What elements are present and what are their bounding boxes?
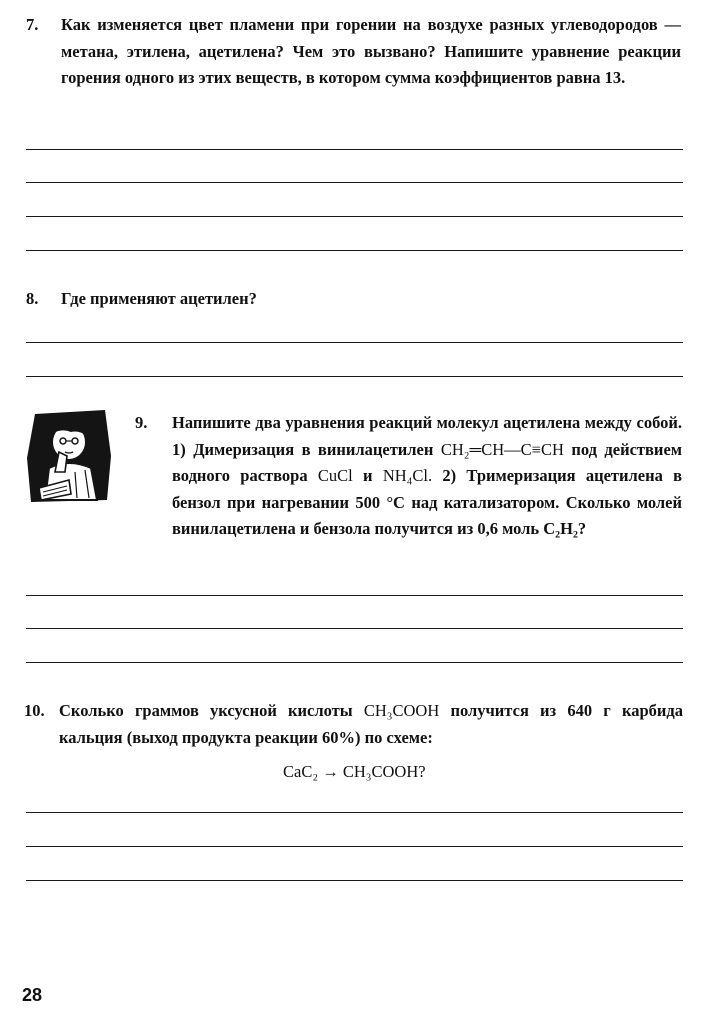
task-10-number: 10.: [24, 701, 45, 720]
task-9-text-a: Напишите два уравнения реакций молекул ацетилена между собой. 1) Димеризация в винилацетилен: [172, 413, 682, 459]
c2h2-formula: C₂H₂?: [543, 519, 587, 538]
task-9-text-b: под действием водного раствора: [172, 439, 683, 485]
answer-line[interactable]: [26, 149, 683, 150]
page-number: 28: [22, 985, 43, 1005]
nh4cl-formula: NH₄Cl.: [382, 466, 433, 485]
acetic-acid-formula: CH₃COOH: [363, 701, 440, 720]
thinking-student-icon: [25, 408, 113, 503]
task-9-text-c: 2) Тримеризация ацетилена в бензол при нагревании 500 °С над катализатором. Сколько молей винилацетилена и бензола получится из 0,6 моль: [172, 466, 683, 538]
task-8: [26, 286, 686, 313]
task-10-text-a: Сколько граммов уксусной кислоты: [59, 701, 353, 720]
answer-line[interactable]: [26, 628, 683, 629]
task-9-number: 9.: [135, 413, 148, 432]
task-9-text: [172, 410, 682, 543]
answer-line[interactable]: [26, 250, 683, 251]
answer-line[interactable]: [26, 662, 683, 663]
task-10-text: [59, 698, 683, 751]
reaction-scheme: CaC₂ → CH₃COOH?: [283, 762, 426, 781]
task-10-text-b: получится из 640 г карбида кальция (выход продукта реакции 60%) по схеме:: [59, 701, 684, 747]
task-8-text: Где применяют ацетилен?: [61, 289, 257, 308]
answer-line[interactable]: [26, 342, 683, 343]
vinylacetylene-formula: CH₂═CH—C≡CH: [440, 439, 564, 459]
task-7-number: 7.: [26, 15, 39, 34]
answer-line[interactable]: [26, 182, 683, 183]
task-10: [24, 698, 686, 751]
task-7: [26, 12, 686, 92]
task-9: [135, 410, 685, 543]
task-8-number: 8.: [26, 289, 39, 308]
task-9-and: и: [363, 466, 373, 485]
task-7-text: Как изменяется цвет пламени при горении на воздухе разных углеводородов — метана, этилена, ацетилена? Чем это вызвано? Напишите уравнение реакции горения одного из этих веществ, в котором сумма коэффициентов равна 13.: [61, 15, 681, 87]
answer-line[interactable]: [26, 846, 683, 847]
answer-line[interactable]: [26, 376, 683, 377]
answer-line[interactable]: [26, 812, 683, 813]
answer-line[interactable]: [26, 216, 683, 217]
cucl-formula: CuCl: [317, 466, 353, 485]
answer-line[interactable]: [26, 595, 683, 596]
answer-line[interactable]: [26, 880, 683, 881]
